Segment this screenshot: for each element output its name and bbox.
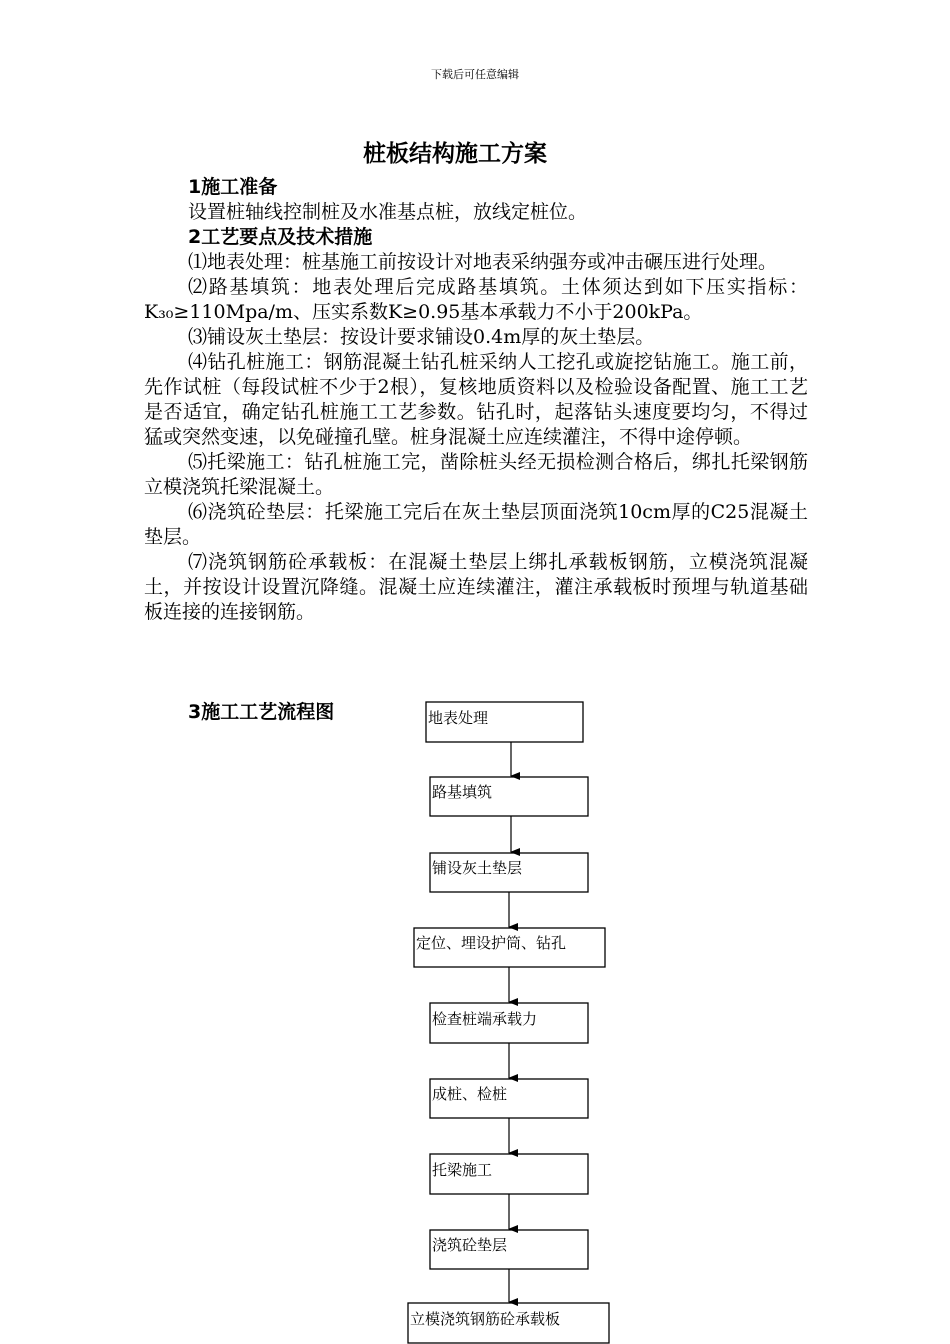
section-1-text: 设置桩轴线控制桩及水准基点桩，放线定桩位。 [188, 201, 588, 223]
header-note: 下载后可任意编辑 [431, 68, 519, 81]
item-ground-treatment: ⑴地表处理：桩基施工前按设计对地表采纳强夯或冲击碾压进行处理。 [188, 251, 778, 273]
flow-step-label: 成桩、检桩 [432, 1085, 508, 1103]
flow-step-7 [430, 1154, 588, 1194]
flow-step-1 [426, 702, 583, 742]
flow-step-label: 定位、埋设护筒、钻孔 [416, 934, 567, 952]
item-joist: ⑸托梁施工：钻孔桩施工完，凿除桩头经无损检测合格后，绑扎托梁钢筋立模浇筑托梁混凝土。 [144, 451, 808, 498]
flow-step-9 [408, 1303, 609, 1343]
item-bearing-slab: ⑺浇筑钢筋砼承载板：在混凝土垫层上绑扎承载板钢筋，立模浇筑混凝土，并按设计设置沉降缝。混凝土应连续灌注，灌注承载板时预埋与轨道基础板连接的连接钢筋。 [144, 551, 808, 623]
flow-step-3 [430, 853, 588, 892]
flow-step-4 [414, 928, 605, 967]
flow-step-label: 立模浇筑钢筋砼承载板 [410, 1310, 561, 1328]
flow-step-label: 地表处理 [428, 709, 489, 727]
flow-step-label: 检查桩端承载力 [432, 1010, 538, 1028]
flow-step-label: 铺设灰土垫层 [432, 859, 523, 877]
flow-step-label: 托梁施工 [432, 1161, 493, 1179]
document-title: 桩板结构施工方案 [363, 141, 547, 167]
item-lime-soil-cushion: ⑶铺设灰土垫层：按设计要求铺设0.4m厚的灰土垫层。 [188, 326, 655, 348]
flow-step-5 [430, 1003, 588, 1043]
item-bored-pile: ⑷钻孔桩施工：钢筋混凝土钻孔桩采纳人工挖孔或旋挖钻施工。施工前，先作试桩（每段试桩不少于2根），复核地质资料以及检验设备配置、施工工艺是否适宜，确定钻孔桩施工工艺参数。钻孔时，起落钻头速度要均匀，不得过猛或突然变速，以免碰撞孔壁。桩身混凝土应连续灌注，不得中途停顿。 [144, 351, 808, 448]
flow-step-label: 路基填筑 [432, 783, 493, 801]
flow-step-2 [430, 777, 588, 816]
section-1-heading: 1施工准备 [188, 176, 278, 198]
section-2-heading: 2工艺要点及技术措施 [188, 226, 373, 248]
flow-step-label: 浇筑砼垫层 [432, 1236, 508, 1254]
item-subgrade-filling: ⑵路基填筑：地表处理后完成路基填筑。土体须达到如下压实指标：K₃₀≥110Mpa/m、压实系数K≥0.95基本承载力不小于200kPa。 [144, 276, 808, 323]
flow-step-8 [430, 1230, 588, 1269]
flow-step-6 [430, 1079, 588, 1118]
section-3-heading: 3施工工艺流程图 [188, 701, 335, 723]
item-concrete-cushion: ⑹浇筑砼垫层：托梁施工完后在灰土垫层顶面浇筑10cm厚的C25混凝土垫层。 [144, 501, 808, 548]
